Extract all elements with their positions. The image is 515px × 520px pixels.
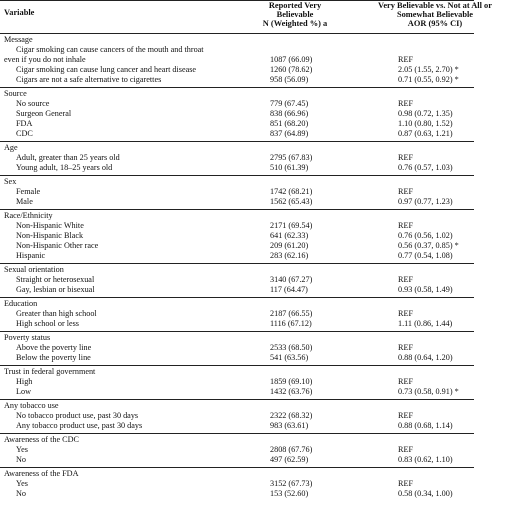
row-label: CDC (16, 129, 33, 138)
row-n-weighted: 958 (56.09) (270, 75, 309, 84)
table-row (0, 109, 474, 119)
header-reported-line3: N (Weighted %) a (262, 19, 328, 28)
group-label: Sex (4, 177, 17, 186)
row-n-weighted: 1859 (69.10) (270, 377, 313, 386)
row-label: FDA (16, 119, 33, 128)
row-label: Yes (16, 479, 28, 488)
group-separator (0, 263, 474, 264)
row-n-weighted: 497 (62.59) (270, 455, 309, 464)
table-row (0, 377, 474, 387)
row-label: Male (16, 197, 33, 206)
group-label: Poverty status (4, 333, 51, 342)
group-label: Source (4, 89, 27, 98)
row-n-weighted: 641 (62.33) (270, 231, 309, 240)
group-separator (0, 365, 474, 366)
table-row (0, 241, 474, 251)
group-separator (0, 467, 474, 468)
row-aor: REF (398, 309, 414, 318)
row-n-weighted: 283 (62.16) (270, 251, 309, 260)
row-n-weighted: 1087 (66.09) (270, 55, 313, 64)
table-row (0, 129, 474, 139)
row-label: Non-Hispanic White (16, 221, 84, 230)
row-label: Gay, lesbian or bisexual (16, 285, 95, 294)
row-label: Greater than high school (16, 309, 97, 318)
row-aor: REF (398, 221, 414, 230)
row-label: Non-Hispanic Other race (16, 241, 99, 250)
row-label: No (16, 455, 27, 464)
group-label: Message (4, 35, 33, 44)
header-aor (355, 1, 515, 28)
header-aor-line3: AOR (95% CI) (407, 19, 463, 28)
row-aor: REF (398, 411, 414, 420)
row-n-weighted: 2187 (66.55) (270, 309, 313, 318)
table-row (0, 221, 474, 231)
table-row (0, 99, 474, 109)
group-separator (0, 87, 474, 88)
row-aor: REF (398, 445, 414, 454)
row-n-weighted: 838 (66.96) (270, 109, 309, 118)
row-aor: 0.97 (0.77, 1.23) (398, 197, 453, 206)
row-aor: REF (398, 377, 414, 386)
group-label: Age (4, 143, 18, 152)
table-row (0, 163, 474, 173)
row-label: Above the poverty line (16, 343, 92, 352)
row-aor: REF (398, 187, 414, 196)
row-label: Cigar smoking can cause lung cancer and heart disease (16, 65, 197, 74)
row-aor: 1.10 (0.80, 1.52) (398, 119, 453, 128)
row-n-weighted: 3140 (67.27) (270, 275, 313, 284)
table-row (0, 251, 474, 261)
group-separator (0, 175, 474, 176)
group-label: Awareness of the FDA (4, 469, 79, 478)
row-aor: 0.88 (0.64, 1.20) (398, 353, 453, 362)
table-header (0, 0, 492, 34)
row-n-weighted: 1742 (68.21) (270, 187, 313, 196)
row-aor: 0.58 (0.34, 1.00) (398, 489, 453, 498)
table-row (0, 65, 474, 75)
row-label: High (16, 377, 33, 386)
row-n-weighted: 153 (52.60) (270, 489, 309, 498)
row-label: Female (16, 187, 41, 196)
row-n-weighted: 1260 (78.62) (270, 65, 313, 74)
group-heading (0, 265, 474, 275)
row-aor: 0.83 (0.62, 1.10) (398, 455, 453, 464)
table-row (0, 231, 474, 241)
row-label: Any tobacco product use, past 30 days (16, 421, 143, 430)
row-aor: 0.87 (0.63, 1.21) (398, 129, 453, 138)
row-label: even if you do not inhale (4, 55, 86, 64)
group-separator (0, 297, 474, 298)
row-aor: 0.93 (0.58, 1.49) (398, 285, 453, 294)
row-n-weighted: 2533 (68.50) (270, 343, 313, 352)
row-label: Young adult, 18–25 years old (16, 163, 113, 172)
group-label: Race/Ethnicity (4, 211, 53, 220)
row-label: No (16, 489, 27, 498)
table-row (0, 445, 474, 455)
group-separator (0, 399, 474, 400)
row-n-weighted: 2322 (68.32) (270, 411, 313, 420)
table-row (0, 45, 474, 55)
table-row (0, 353, 474, 363)
row-n-weighted: 983 (63.61) (270, 421, 309, 430)
group-heading (0, 35, 474, 45)
group-heading (0, 211, 474, 221)
header-reported-line1: Reported Very (268, 1, 322, 10)
row-aor: 0.88 (0.68, 1.14) (398, 421, 453, 430)
row-label: Non-Hispanic Black (16, 231, 84, 240)
table-row (0, 285, 474, 295)
group-label: Trust in federal government (4, 367, 96, 376)
group-heading (0, 401, 474, 411)
row-aor: REF (398, 343, 414, 352)
group-heading (0, 469, 474, 479)
row-label: Hispanic (16, 251, 46, 260)
row-aor: 2.05 (1.55, 2.70) * (398, 65, 459, 74)
group-label: Any tobacco use (4, 401, 59, 410)
row-n-weighted: 837 (64.89) (270, 129, 309, 138)
row-n-weighted: 541 (63.56) (270, 353, 309, 362)
row-aor: 0.56 (0.37, 0.85) * (398, 241, 459, 250)
group-separator (0, 433, 474, 434)
row-aor: 1.11 (0.86, 1.44) (398, 319, 453, 328)
table-row (0, 319, 474, 329)
row-label: Cigars are not a safe alternative to cigarettes (16, 75, 162, 84)
row-n-weighted: 851 (68.20) (270, 119, 309, 128)
group-separator (0, 331, 474, 332)
group-label: Awareness of the CDC (4, 435, 79, 444)
row-n-weighted: 1562 (65.43) (270, 197, 313, 206)
row-aor: 0.98 (0.72, 1.35) (398, 109, 453, 118)
row-label: No tobacco product use, past 30 days (16, 411, 139, 420)
group-heading (0, 143, 474, 153)
row-label: No source (16, 99, 50, 108)
row-label: Yes (16, 445, 28, 454)
row-label: High school or less (16, 319, 79, 328)
row-n-weighted: 2808 (67.76) (270, 445, 313, 454)
row-label: Below the poverty line (16, 353, 91, 362)
row-label: Adult, greater than 25 years old (16, 153, 120, 162)
row-label: Low (16, 387, 32, 396)
row-aor: REF (398, 99, 414, 108)
table-row (0, 187, 474, 197)
table-row (0, 309, 474, 319)
table-row (0, 55, 474, 65)
row-aor: REF (398, 479, 414, 488)
table-row (0, 153, 474, 163)
group-heading (0, 435, 474, 445)
header-variable: Variable (4, 8, 35, 17)
header-aor-line1: Very Believable vs. Not at All or (378, 1, 492, 10)
row-aor: 0.73 (0.58, 0.91) * (398, 387, 459, 396)
table-row (0, 455, 474, 465)
row-n-weighted: 779 (67.45) (270, 99, 309, 108)
group-label: Sexual orientation (4, 265, 64, 274)
row-aor: REF (398, 275, 414, 284)
group-label: Education (4, 299, 38, 308)
header-reported-line2: Believable (276, 10, 314, 19)
row-aor: REF (398, 55, 414, 64)
row-label: Surgeon General (16, 109, 72, 118)
row-n-weighted: 209 (61.20) (270, 241, 309, 250)
table-row (0, 197, 474, 207)
table-row (0, 119, 474, 129)
header-aor-line2: Somewhat Believable (396, 10, 474, 19)
table-row (0, 421, 474, 431)
row-aor: 0.76 (0.57, 1.03) (398, 163, 453, 172)
row-n-weighted: 510 (61.39) (270, 163, 309, 172)
row-aor: REF (398, 153, 414, 162)
row-label: Cigar smoking can cause cancers of the mouth and throat (16, 45, 204, 54)
row-n-weighted: 117 (64.47) (270, 285, 308, 294)
table-row (0, 479, 474, 489)
row-aor: 0.76 (0.56, 1.02) (398, 231, 453, 240)
group-heading (0, 89, 474, 99)
row-n-weighted: 3152 (67.73) (270, 479, 313, 488)
row-n-weighted: 1432 (63.76) (270, 387, 313, 396)
table-row (0, 489, 474, 499)
header-reported (255, 1, 335, 28)
table-row (0, 387, 474, 397)
group-separator (0, 141, 474, 142)
table-row (0, 275, 474, 285)
row-aor: 0.77 (0.54, 1.08) (398, 251, 453, 260)
group-heading (0, 333, 474, 343)
row-label: Straight or heterosexual (16, 275, 95, 284)
row-n-weighted: 2795 (67.83) (270, 153, 313, 162)
row-aor: 0.71 (0.55, 0.92) * (398, 75, 459, 84)
table-row (0, 343, 474, 353)
group-heading (0, 367, 474, 377)
group-heading (0, 299, 474, 309)
group-heading (0, 177, 474, 187)
row-n-weighted: 2171 (69.54) (270, 221, 313, 230)
table-row (0, 411, 474, 421)
table-row (0, 75, 474, 85)
row-n-weighted: 1116 (67.12) (270, 319, 312, 328)
group-separator (0, 209, 474, 210)
